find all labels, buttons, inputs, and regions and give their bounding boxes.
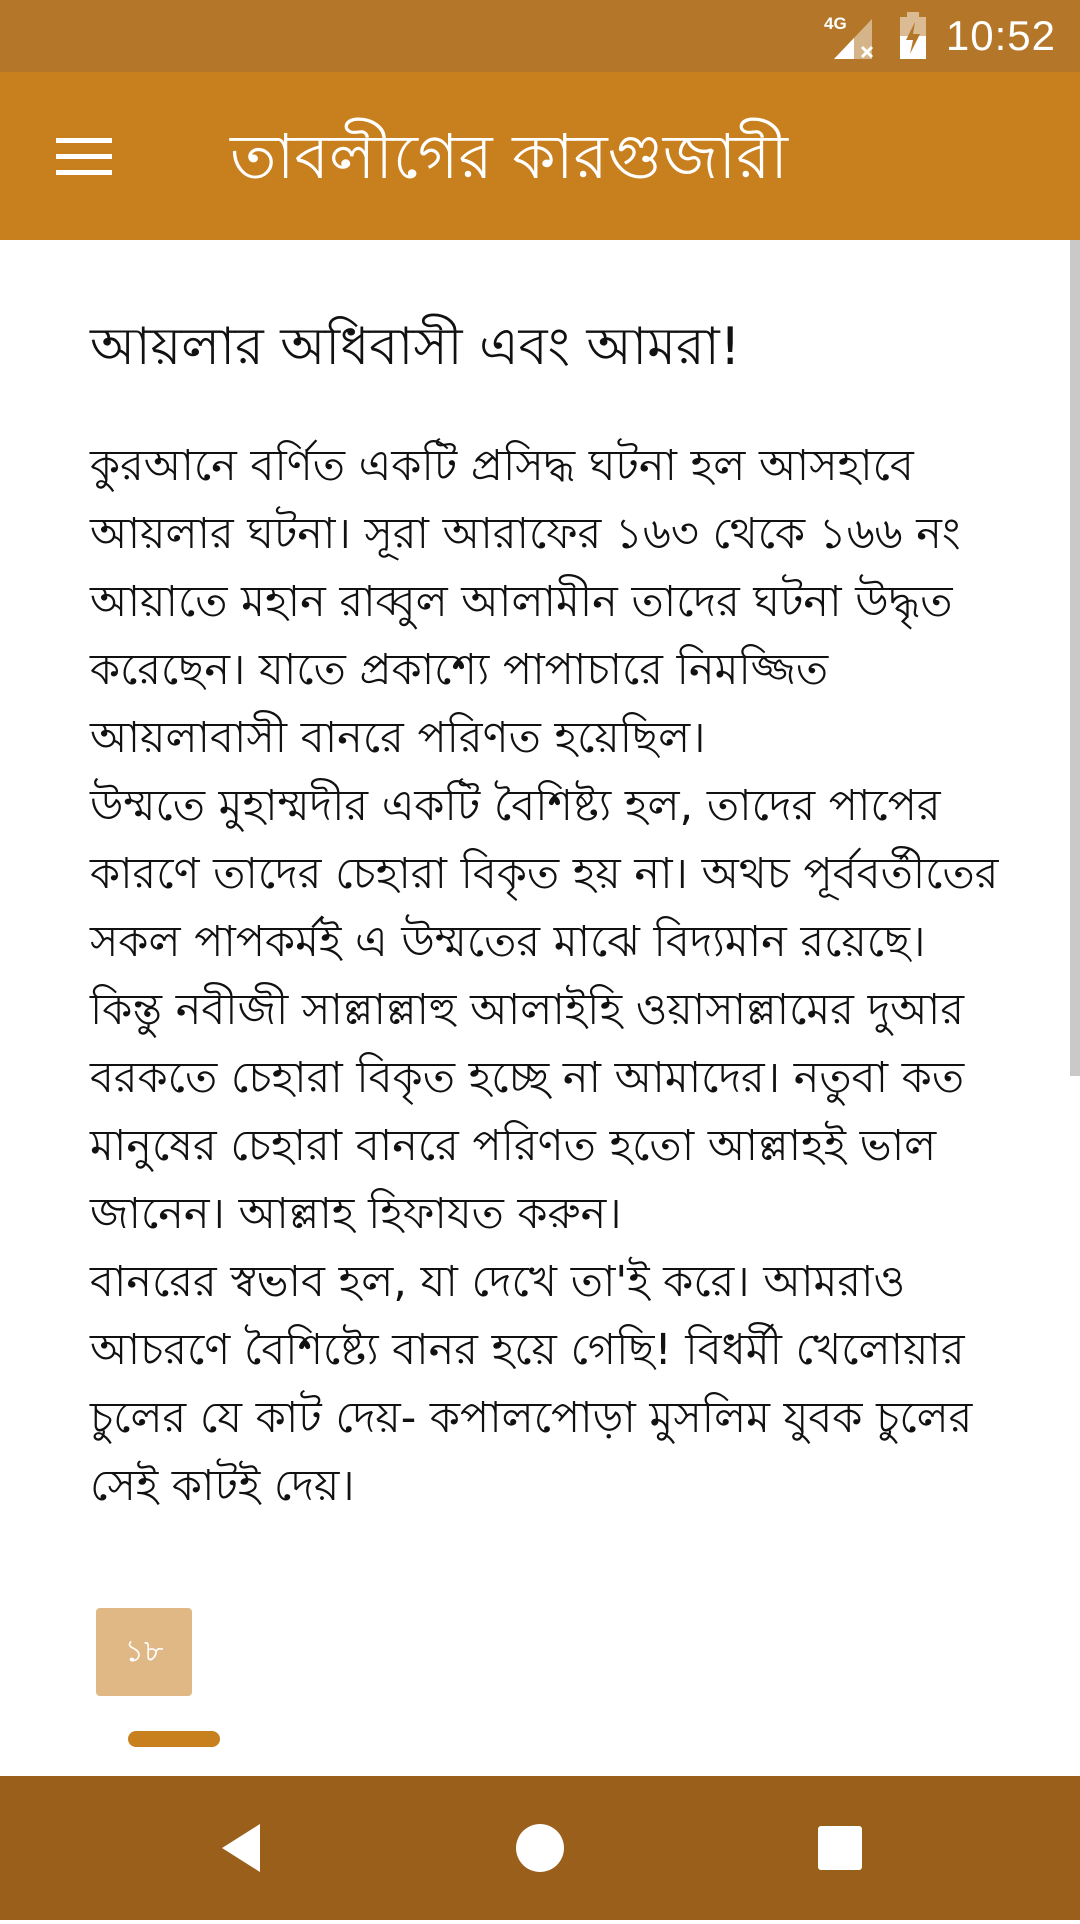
hamburger-menu-icon [50,124,118,188]
back-button[interactable] [168,1776,312,1920]
article-body [90,432,1010,1520]
signal-icon [824,11,880,61]
system-nav-bar [0,1776,1080,1920]
article-paragraph: কুরআনে বর্ণিত একটি প্রসিদ্ধ ঘটনা হল আসহাবে আয়লার ঘটনা। সূরা আরাফের ১৬৩ থেকে ১৬৬ নং আয়াতে মহান রাব্বুল আলামীন তাদের ঘটনা উদ্ধৃত করেছেন। যাতে প্রকাশ্যে পাপাচারে নিমজ্জিত আয়লাবাসী বানরে পরিণত হয়েছিল। [90,441,961,763]
home-button[interactable] [468,1776,612,1920]
network-type-label: 4G [823,14,847,33]
page-number: ১৮ [124,1633,164,1669]
scrollbar[interactable] [1070,240,1080,1076]
battery-icon [898,12,928,60]
home-icon [468,1776,612,1920]
app-bar [0,72,1080,240]
recents-button[interactable] [768,1776,912,1920]
article-paragraph: বানরের স্বভাব হল, যা দেখে তা'ই করে। আমরাও আচরণে বৈশিষ্ট্যে বানর হয়ে গেছি! বিধর্মী খেলোয়ার চুলের যে কাট দেয়- কপালপোড়া মুসলিম যুবক চুলের সেই কাটই দেয়। [90,1257,973,1511]
status-bar [0,0,1080,72]
article-content[interactable] [0,240,1080,1776]
back-icon [168,1776,312,1920]
recents-icon [768,1776,912,1920]
status-icons [824,0,1056,72]
article-title: আয়লার অধিবাসী এবং আমরা! [90,317,741,377]
article-paragraph: উম্মতে মুহাম্মদীর একটি বৈশিষ্ট্য হল, তাদের পাপের কারণে তাদের চেহারা বিকৃত হয় না। অথচ পূর্ববর্তীতের সকল পাপকর্মই এ উম্মতের মাঝে বিদ্যমান রয়েছে। কিন্তু নবীজী সাল্লাল্লাহু আলাইহি ওয়াসাল্লামের দুআর বরকতে চেহারা বিকৃত হচ্ছে না আমাদের। নতুবা কত মানুষের চেহারা বানরে পরিণত হতো আল্লাহই ভাল জানেন। আল্লাহ হিফাযত করুন। [90,781,999,1239]
menu-button[interactable] [50,124,118,188]
app-title: তাবলীগের কারগুজারী [230,120,789,193]
status-clock: 10:52 [945,12,1056,59]
page-number-badge[interactable] [96,1608,192,1696]
page-progress-handle[interactable] [128,1731,220,1747]
